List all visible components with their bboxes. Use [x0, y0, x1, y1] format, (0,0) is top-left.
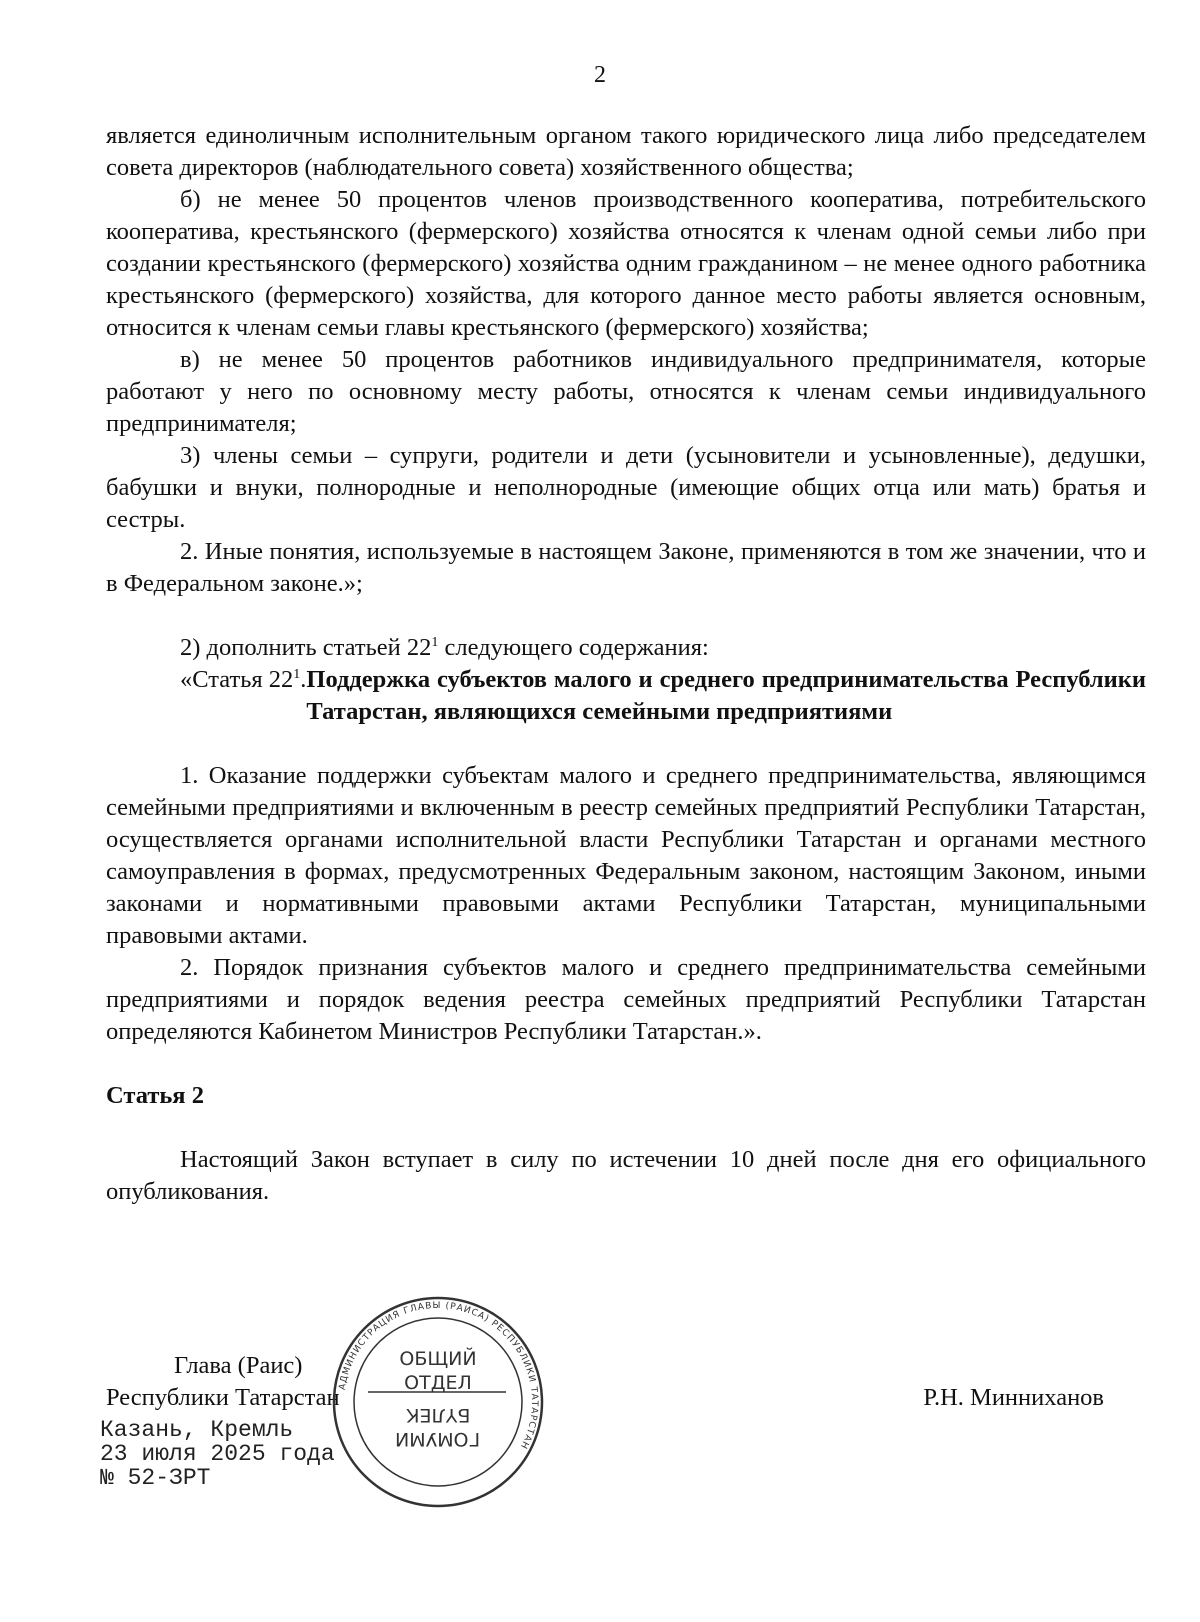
paragraph-family-members: 3) члены семьи – супруги, родители и дети (усыновители и усыновленные), дедушки, бабушки и внуки, полнородные и неполнородные (имеющие общих отца или мать) братья и сестры. — [106, 442, 1146, 533]
document-body — [106, 120, 1146, 1208]
paragraph-other-concepts: 2. Иные понятия, используемые в настоящем Законе, применяются в том же значении, что и в Федеральном законе.»; — [106, 538, 1146, 597]
page-number: 2 — [594, 62, 606, 88]
signature-title-line1: Глава (Раис) — [174, 1352, 303, 1379]
paragraph-continuation: является единоличным исполнительным органом такого юридического лица либо председателем совета директоров (наблюдательного совета) хозяйственного общества; — [106, 122, 1146, 181]
stamp-icon — [328, 1292, 548, 1512]
article-22-1-name: Поддержка субъектов малого и среднего предпринимательства Республики Татарстан, являющихся семейными предприятиями — [306, 666, 1146, 725]
amendment-intro: 2) дополнить статьей $22^1$ следующего содержания: — [180, 634, 709, 661]
paragraph-support-1: 1. Оказание поддержки субъектам малого и среднего предпринимательства, являющимся семейными предприятиями и включенным в реестр семейных предприятий Республики Татарстан, осуществляется органами исполнительной власти Республики Татарстан и органами местного самоуправления в формах, предусмотренных Федеральным законом, настоящим Законом, иными законами и нормативными правовыми актами Республики Татарстан, муниципальными правовыми актами. — [106, 762, 1146, 949]
paragraph-entry-into-force: Настоящий Закон вступает в силу по истечении 10 дней после дня его официального опубликования. — [106, 1146, 1146, 1205]
signature-title-line2: Республики Татарстан — [106, 1384, 340, 1411]
stamp-line4: БҮЛЕК — [405, 1404, 471, 1426]
stamp-line1: ОБЩИЙ — [399, 1348, 477, 1370]
official-stamp — [328, 1292, 548, 1512]
paragraph-b: б) не менее 50 процентов членов производственного кооператива, потребительского кооператива, крестьянского (фермерского) хозяйства относятся к членам одной семьи либо при создании крестьянского (фермерского) хозяйства одним гражданином – не менее одного работника крестьянского (фермерского) хозяйства, для которого данное место работы является основным, относится к членам семьи главы крестьянского (фермерского) хозяйства; — [106, 186, 1146, 341]
paragraph-support-2: 2. Порядок признания субъектов малого и среднего предпринимательства семейными предприятиями и порядок ведения реестра семейных предприятий Республики Татарстан определяются Кабинетом Министров Республики Татарстан.». — [106, 954, 1146, 1045]
place: Казань, Кремль — [100, 1417, 294, 1443]
article-2-heading: Статья 2 — [106, 1082, 204, 1109]
article-22-1-lead: «Статья $22^1$. — [180, 666, 307, 693]
stamp-line2: ОТДЕЛ — [404, 1372, 472, 1394]
paragraph-v: в) не менее 50 процентов работников индивидуального предпринимателя, которые работают у него по основному месту работы, относятся к членам семьи индивидуального предпринимателя; — [106, 346, 1146, 437]
law-number: № 52-ЗРТ — [100, 1465, 211, 1491]
place-date-block — [100, 1418, 335, 1490]
date: 23 июля 2025 года — [100, 1441, 335, 1467]
signature-title — [106, 1350, 340, 1414]
stamp-line3: ГОМУМИ — [395, 1428, 481, 1450]
signatory-name: Р.Н. Минниханов — [923, 1384, 1104, 1411]
article-22-1-title — [180, 664, 1146, 728]
stamp-ring-text: АДМИНИСТРАЦИЯ ГЛАВЫ (РАИСА) РЕСПУБЛИКИ ТАТАРСТАН — [337, 1300, 540, 1451]
